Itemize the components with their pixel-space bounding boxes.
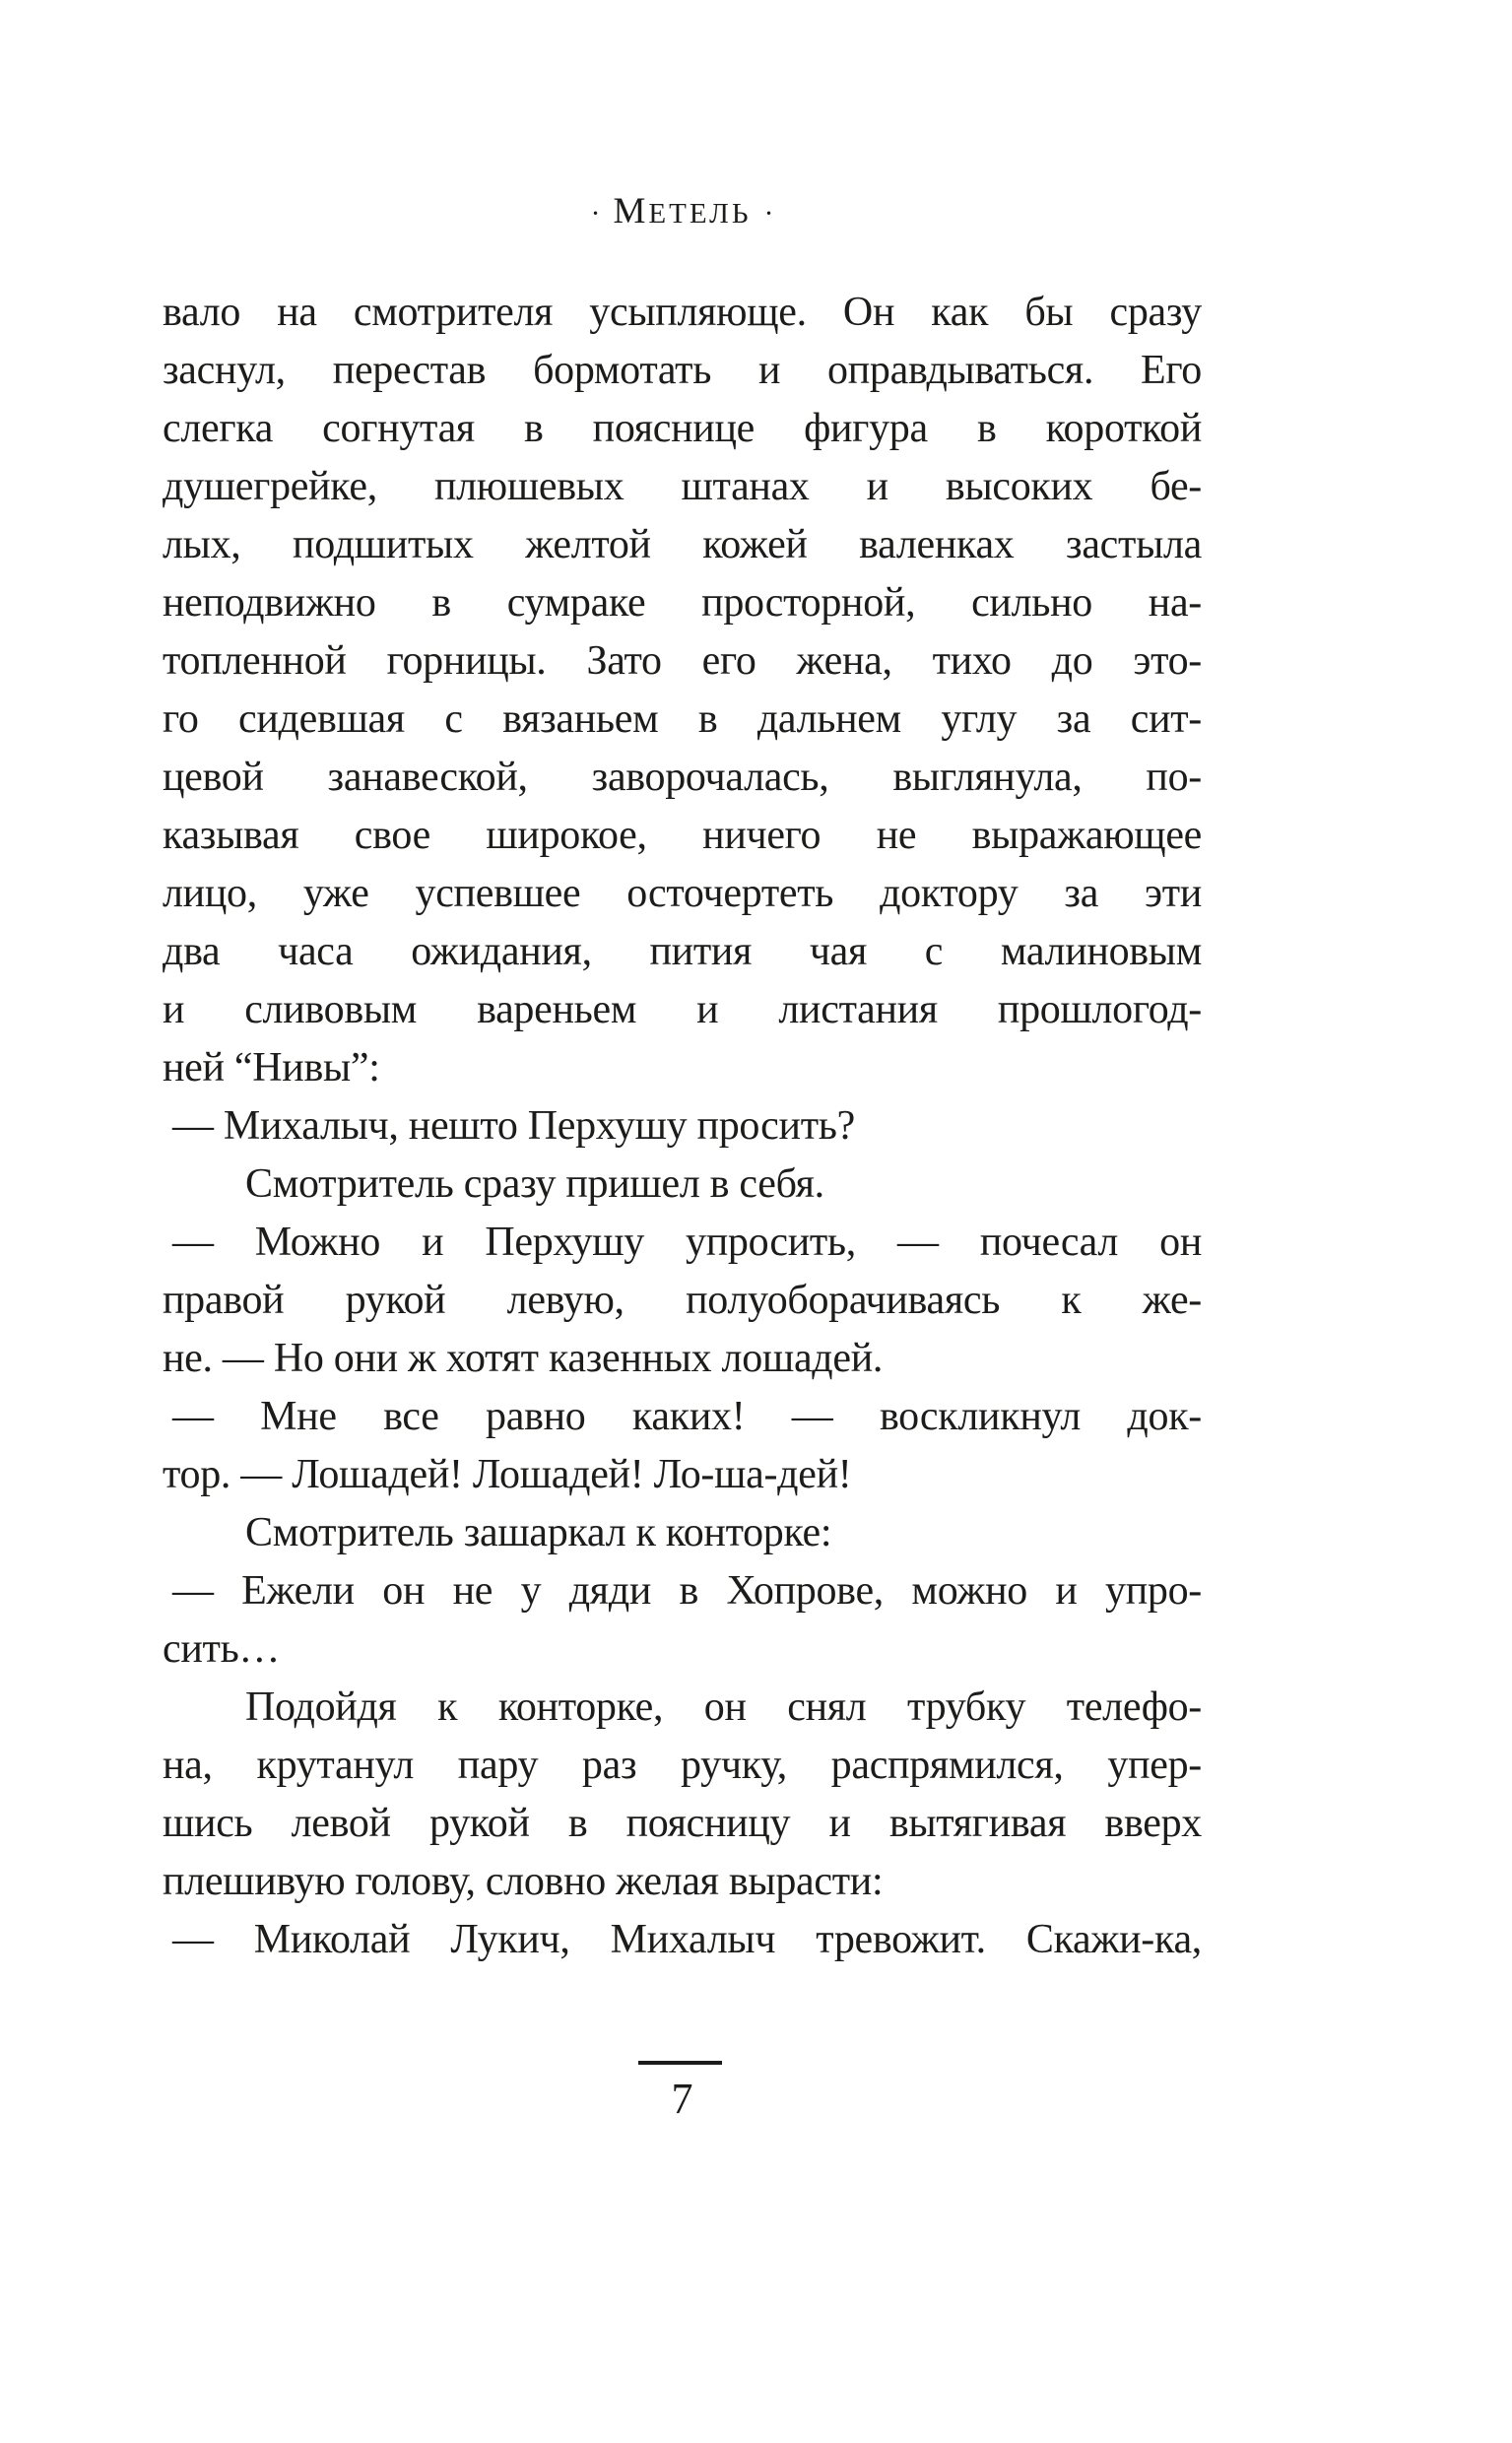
text-line: Смотритель сразу пришел в себя. — [245, 1161, 824, 1207]
text-line: сить… — [163, 1626, 281, 1672]
text-line: не. — Но они ж хотят казенных лошадей. — [163, 1336, 884, 1381]
text-line: лых, подшитых желтой кожей валенках застыла — [163, 522, 1202, 567]
text-line: вало на смотрителя усыпляюще. Он как бы сразу — [163, 290, 1202, 335]
text-line: казывая свое широкое, ничего не выражающее — [163, 813, 1202, 858]
text-line: и сливовым вареньем и листания прошлогод- — [163, 987, 1202, 1032]
running-head-right-dot: · — [763, 197, 774, 230]
text-line: неподвижно в сумраке просторной, сильно на- — [163, 580, 1202, 626]
text-line: цевой занавеской, заворочалась, выглянула, по- — [163, 755, 1202, 800]
text-line: на, крутанул пару раз ручку, распрямился, упер- — [163, 1743, 1202, 1788]
text-line: правой рукой левую, полуоборачиваясь к же- — [163, 1278, 1202, 1323]
text-line: душегрейке, плюшевых штанах и высоких бе- — [163, 464, 1202, 509]
text-line: Подойдя к конторке, он снял трубку телефо- — [245, 1684, 1202, 1730]
text-line: Смотритель зашаркал к конторке: — [245, 1510, 832, 1555]
text-line: шись левой рукой в поясницу и вытягивая вверх — [163, 1801, 1202, 1846]
page-number: 7 — [671, 2075, 693, 2123]
running-head-title: МЕТЕЛЬ — [613, 191, 752, 231]
running-head-left-dot: · — [590, 197, 601, 230]
text-line: заснул, перестав бормотать и оправдываться. Его — [163, 348, 1202, 393]
text-line: лицо, уже успевшее осточертеть доктору за эти — [163, 871, 1202, 916]
text-line: тор. — Лошадей! Лошадей! Ло-ша-дей! — [163, 1452, 852, 1497]
text-line: — Ежели он не у дяди в Хопрове, можно и упро- — [172, 1568, 1202, 1614]
running-head — [163, 191, 1202, 234]
text-line: го сидевшая с вязаньем в дальнем углу за сит- — [163, 696, 1202, 742]
text-line: — Миколай Лукич, Михалыч тревожит. Скажи-ка, — [172, 1917, 1202, 1962]
text-line: — Мне все равно каких! — воскликнул док- — [172, 1394, 1202, 1439]
footer-divider — [638, 2061, 722, 2065]
text-line: ней “Нивы”: — [163, 1045, 380, 1090]
text-line: слегка согнутая в пояснице фигура в короткой — [163, 406, 1202, 451]
text-line: — Михалыч, нешто Перхушу просить? — [172, 1103, 855, 1149]
text-block — [163, 284, 1202, 1969]
text-line: плешивую голову, словно желая вырасти: — [163, 1859, 884, 1904]
text-line: топленной горницы. Зато его жена, тихо до это- — [163, 638, 1202, 684]
text-line: — Можно и Перхушу упросить, — почесал он — [172, 1220, 1202, 1265]
text-line: два часа ожидания, пития чая с малиновым — [163, 929, 1202, 974]
